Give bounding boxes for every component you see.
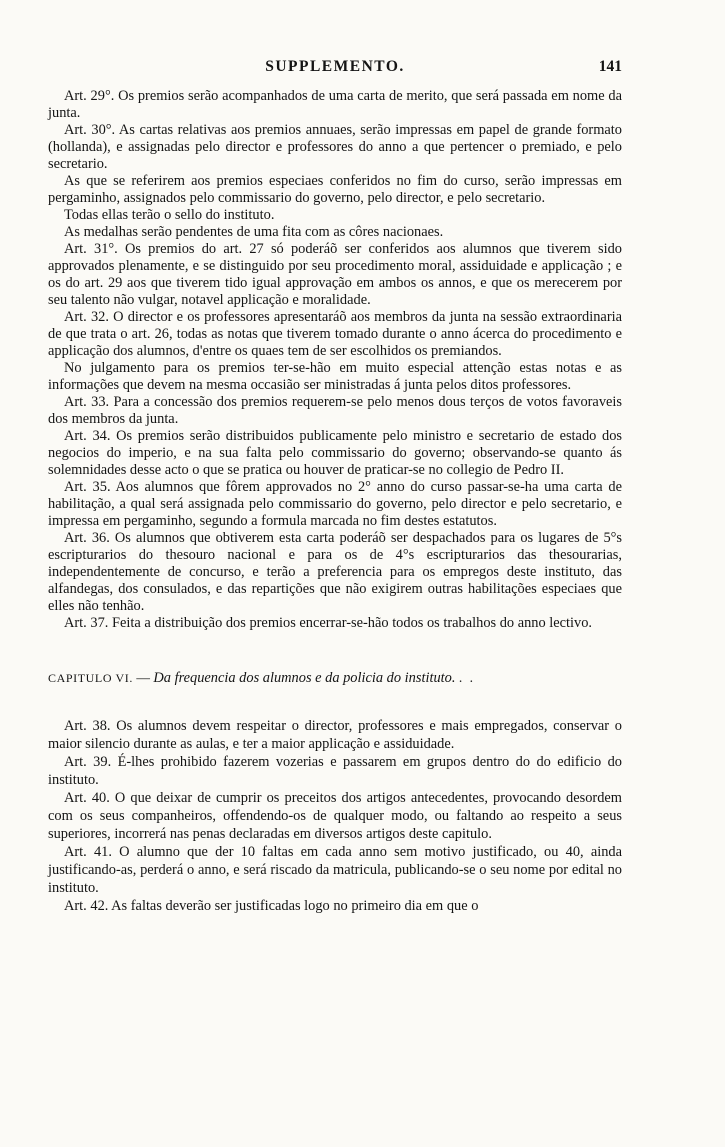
chapter-heading [48,670,622,687]
paragraph-art-30-cont-2: Todas ellas terão o sello do instituto. [64,207,275,223]
body-text [48,88,622,915]
paragraph-art-29: Art. 29°. Os premios serão acompanhados de uma carta de merito, que será passada em nome da junta. [48,88,622,121]
paragraph-art-33: Art. 33. Para a concessão dos premios requerem-se pelo menos dous terços de votos favoraveis dos membros da junta. [48,394,622,427]
paragraph-art-30: Art. 30°. As cartas relativas aos premios annuaes, serão impressas em papel de grande formato (hollanda), e assignadas pelo director e professores do anno a que pertencer o premiado, e pelo secretario. [48,122,622,172]
running-title: SUPPLEMENTO. [265,58,405,75]
paragraph-art-32: Art. 32. O director e os professores apresentaráõ aos membros da junta na sessão extraordinaria de que trata o art. 26, todas as notas que tiverem tomado durante o anno ácerca do procedimento e applicação dos alumnos, d'entre os quaes tem de ser escolhidos os premiandos. [48,309,622,359]
paragraph-art-30-cont-1: As que se referirem aos premios especiaes conferidos no fim do curso, serão impressas em pergaminho, assignados pelo commissario do governo, pelo director, e pelo secretario. [48,173,622,206]
paragraph-art-39: Art. 39. É-lhes prohibido fazerem vozerias e passarem em grupos dentro do do edificio do instituto. [48,754,622,788]
articles-29-37 [48,88,622,632]
paragraph-art-30-cont-3: As medalhas serão pendentes de uma fita com as côres nacionaes. [64,224,444,240]
chapter-title: Da frequencia dos alumnos e da policia do instituto. [153,670,456,686]
chapter-label: CAPITULO VI. [48,671,133,685]
paragraph-art-34: Art. 34. Os premios serão distribuidos publicamente pelo ministro e secretario de estado dos negocios do imperio, e na sua falta pelo commissario do governo; observando-se quanto ás solemnidades desse acto o que se pratica ou houver de praticar-se no collegio de Pedro II. [48,428,622,478]
chapter-dash: — [136,670,150,685]
paragraph-art-40: Art. 40. O que deixar de cumprir os preceitos dos artigos antecedentes, provocando desordem com os seus companheiros, offendendo-os de qualquer modo, ou faltando ao respeito a seus superiores, incorrerá nas penas declaradas em diversos artigos deste capitulo. [48,790,622,842]
chapter-trailing-dots: . . [458,670,476,685]
paragraph-art-31: Art. 31°. Os premios do art. 27 só poderáõ ser conferidos aos alumnos que tiverem sido approvados plenamente, e se distinguido por seu procedimento moral, assiduidade e applicação ; e os do art. 29 aos que tiverem tido igual approvação em ambos os annos, e que os merecerem por seu talento não vulgar, notavel applicação e moralidade. [48,241,622,308]
paragraph-art-38: Art. 38. Os alumnos devem respeitar o director, professores e mais empregados, conservar o maior silencio durante as aulas, e ter a maior applicação e assiduidade. [48,718,622,752]
paragraph-art-42: Art. 42. As faltas deverão ser justificadas logo no primeiro dia em que o [64,898,479,914]
articles-38-42 [48,717,622,915]
paragraph-art-41: Art. 41. O alumno que der 10 faltas em cada anno sem motivo justificado, ou 40, ainda justificando-as, perderá o anno, e será riscado da matricula, publicando-se o seu nome por edital no instituto. [48,844,622,896]
page-header [48,58,622,82]
paragraph-art-36: Art. 36. Os alumnos que obtiverem esta carta poderáõ ser despachados para os lugares de 5°s escripturarios do thesouro nacional e para os de 4°s escripturarios das thesourarias, independentemente de concurso, e terão a preferencia para os empregos deste instituto, das alfandegas, dos consulados, e das repartições que não exigirem outras habilitações especiaes que elles não tenhão. [48,530,622,614]
paragraph-art-37: Art. 37. Feita a distribuição dos premios encerrar-se-hão todos os trabalhos do anno lectivo. [64,615,593,631]
page-number: 141 [598,58,622,75]
paragraph-art-35: Art. 35. Aos alumnos que fôrem approvados no 2° anno do curso passar-se-ha uma carta de habilitação, a qual será assignada pelo commissario do governo, pelo director e pelo secretario, e impressa em pergaminho, segundo a formula marcada no fim destes estatutos. [48,479,622,529]
paragraph-art-32-cont: No julgamento para os premios ter-se-hão em muito especial attenção estas notas e as informações que devem na mesma occasião ser ministradas á junta pelos ditos professores. [48,360,622,393]
